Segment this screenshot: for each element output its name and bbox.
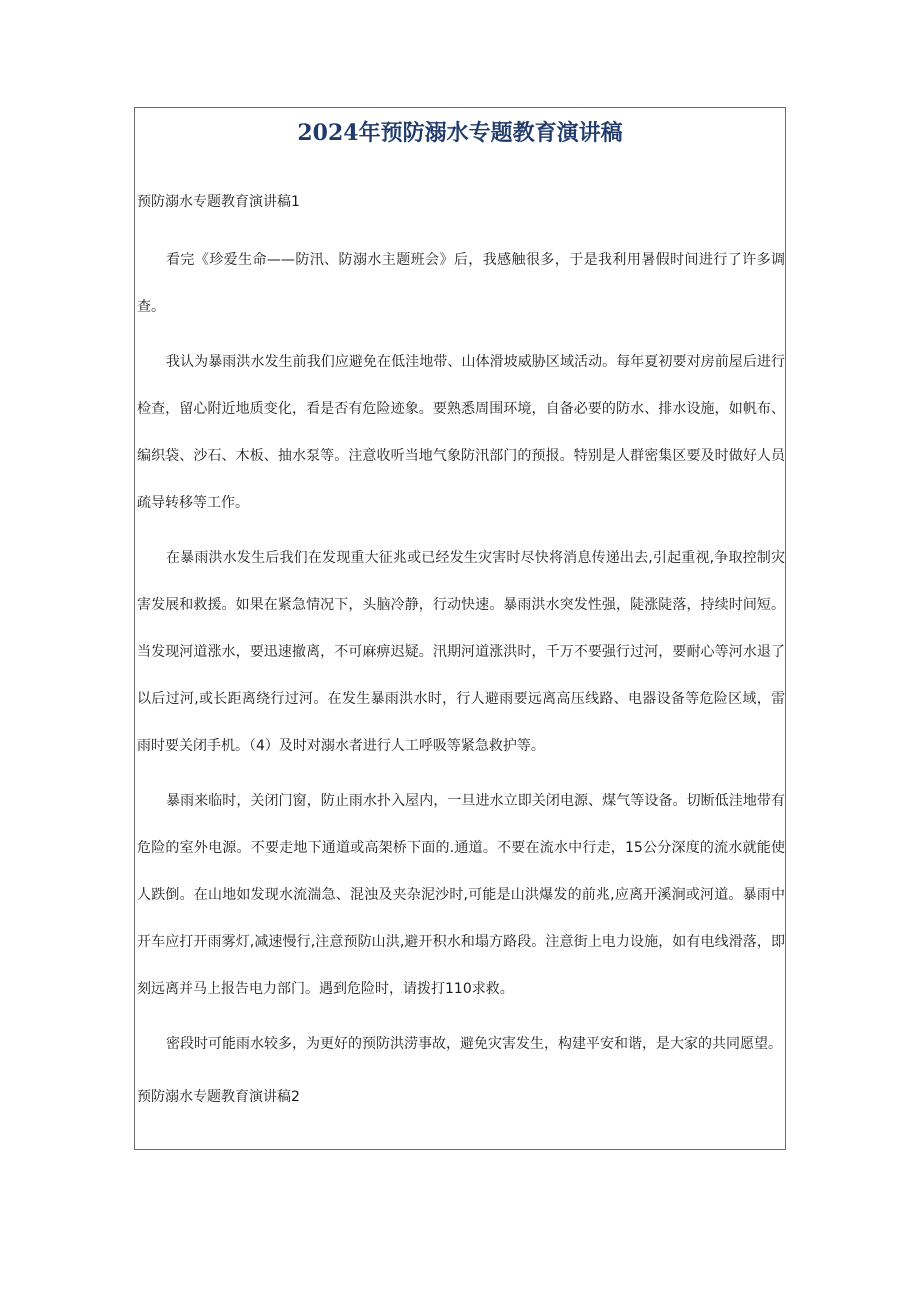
- paragraph-1: 看完《珍爱生命——防汛、防溺水主题班会》后，我感触很多，于是我利用暑假时间进行了许多调查。: [137, 252, 785, 315]
- document-title: 2024年预防溺水专题教育演讲稿: [297, 120, 623, 146]
- document-body: [137, 183, 785, 1132]
- section-heading-2: 预防溺水专题教育演讲稿2: [137, 1089, 300, 1105]
- section-heading-1: 预防溺水专题教育演讲稿1: [137, 194, 300, 210]
- paragraph-5: 密段时可能雨水较多，为更好的预防洪涝事故，避免灾害发生，构建平安和谐，是大家的共同愿望。: [166, 1036, 782, 1052]
- paragraph-3: 在暴雨洪水发生后我们在发现重大征兆或已经发生灾害时尽快将消息传递出去,引起重视,争取控制灾害发展和救援。如果在紧急情况下，头脑冷静，行动快速。暴雨洪水突发性强，陡涨陡落，持续时间短。当发现河道涨水，要迅速撤离，不可麻痹迟疑。汛期河道涨洪时，千万不要强行过河，要耐心等河水退了以后过河,或长距离绕行过河。在发生暴雨洪水时，行人避雨要远离高压线路、电器设备等危险区域，雷雨时要关闭手机。（4）及时对溺水者进行人工呼吸等紧急救护等。: [137, 550, 785, 754]
- paragraph-2: 我认为暴雨洪水发生前我们应避免在低洼地带、山体滑坡威胁区域活动。每年夏初要对房前屋后进行检查，留心附近地质变化，看是否有危险迹象。要熟悉周围环境，自备必要的防水、排水设施，如帆布、编织袋、沙石、木板、抽水泵等。注意收听当地气象防汛部门的预报。特别是人群密集区要及时做好人员疏导转移等工作。: [137, 354, 785, 511]
- paragraph-4: 暴雨来临时，关闭门窗，防止雨水扑入屋内，一旦进水立即关闭电源、煤气等设备。切断低洼地带有危险的室外电源。不要走地下通道或高架桥下面的.通道。不要在流水中行走，15公分深度的流水就能使人跌倒。在山地如发现水流湍急、混浊及夹杂泥沙时,可能是山洪爆发的前兆,应离开溪涧或河道。暴雨中开车应打开雨雾灯,减速慢行,注意预防山洪,避开积水和塌方路段。注意街上电力设施，如有电线滑落，即刻远离并马上报告电力部门。遇到危险时，请拨打110求救。: [137, 793, 785, 997]
